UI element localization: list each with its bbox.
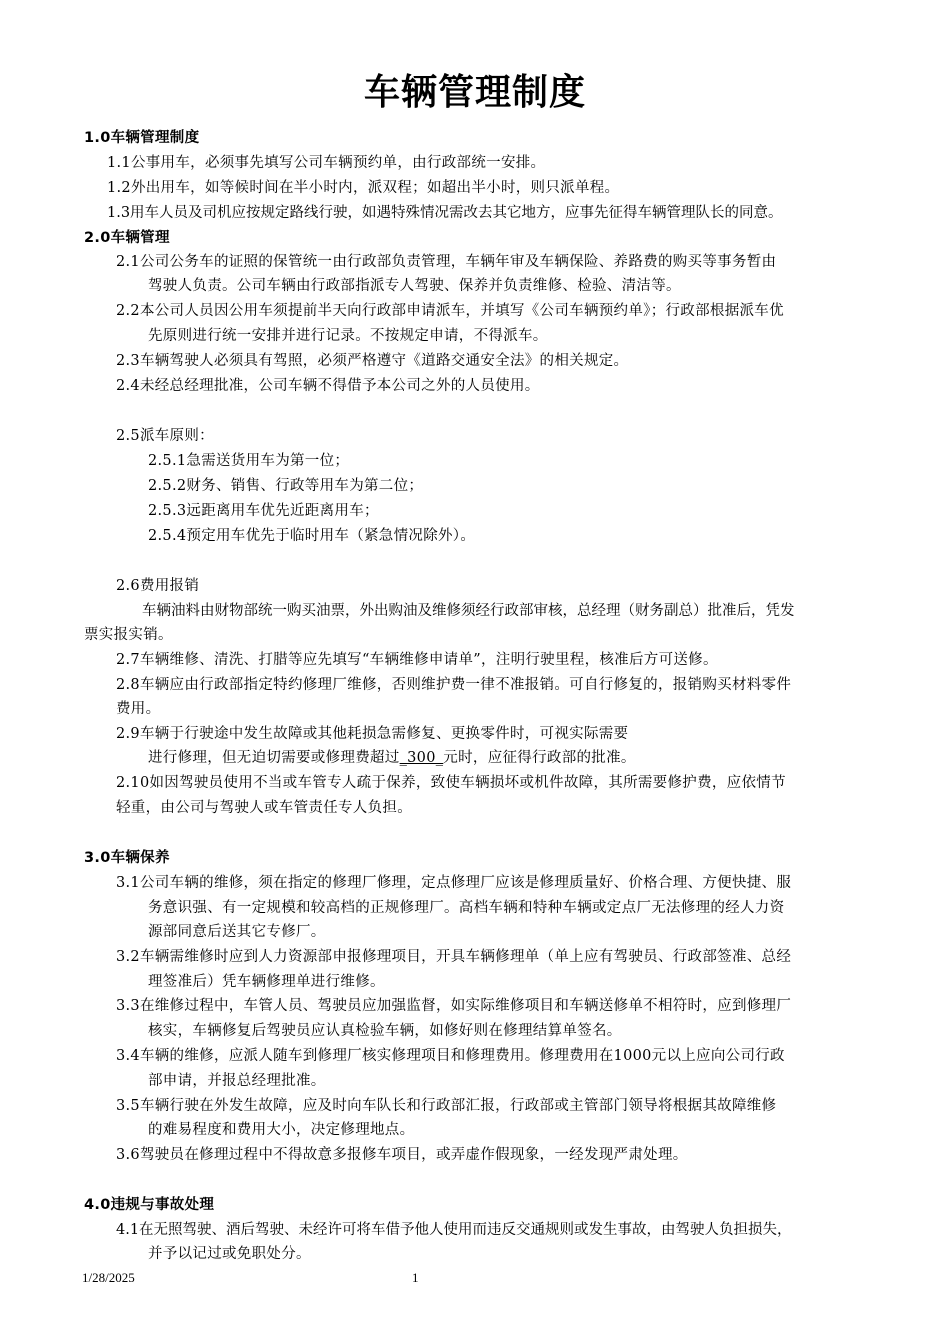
clause-1-2: 1.2外出用车，如等候时间在半小时内，派双程；如超出半小时，则只派单程。 [107, 180, 620, 196]
clause-4-1: 4.1在无照驾驶、酒后驾驶、未经许可将车借予他人使用而违反交通规则或发生事故，由驾驶人负担损失， [116, 1222, 792, 1238]
clause-2-6: 2.6费用报销 [116, 578, 200, 594]
clause-2-6-body: 车辆油料由财物部统一购买油票，外出购油及维修须经行政部审核，总经理（财务副总）批准后，凭发 [142, 603, 795, 619]
clause-1-1: 1.1公事用车，必须事先填写公司车辆预约单，由行政部统一安排。 [107, 155, 546, 171]
section-4-heading: 4.0违规与事故处理 [84, 1197, 215, 1213]
clause-2-6-body-cont: 票实报实销。 [84, 627, 173, 643]
clause-2-9: 2.9车辆于行驶途中发生故障或其他耗损急需修复、更换零件时，可视实际需要 [116, 726, 629, 742]
clause-2-10-cont: 轻重，由公司与驾驶人或车管责任专人负担。 [116, 800, 412, 816]
clause-2-7: 2.7车辆维修、清洗、打腊等应先填写“车辆维修申请单”，注明行驶里程，核准后方可送修。 [116, 652, 718, 668]
clause-3-1: 3.1公司车辆的维修，须在指定的修理厂修理，定点修理厂应该是修理质量好、价格合理、方便快捷、服 [116, 875, 792, 891]
clause-3-3-cont: 核实，车辆修复后驾驶员应认真检验车辆，如修好则在修理结算单签名。 [148, 1023, 622, 1039]
clause-3-4: 3.4车辆的维修，应派人随车到修理厂核实修理项目和修理费用。修理费用在1000元以上应向公司行政 [116, 1048, 785, 1064]
clause-2-3: 2.3车辆驾驶人必须具有驾照，必须严格遵守《道路交通安全法》的相关规定。 [116, 353, 629, 369]
clause-2-10: 2.10如因驾驶员使用不当或车管专人疏于保养，致使车辆损坏或机件故障，其所需要修护费，应依情节 [116, 775, 786, 791]
document-title: 车辆管理制度 [363, 72, 586, 113]
clause-3-3: 3.3在维修过程中，车管人员、驾驶员应加强监督，如实际维修项目和车辆送修单不相符时，应到修理厂 [116, 998, 792, 1014]
clause-2-8: 2.8车辆应由行政部指定特约修理厂维修，否则维护费一律不准报销。可自行修复的，报销购买材料零件 [116, 677, 792, 693]
clause-1-3: 1.3用车人员及司机应按规定路线行驶，如遇特殊情况需改去其它地方，应事先征得车辆管理队长的同意。 [107, 205, 783, 221]
clause-2-5: 2.5派车原则： [116, 428, 214, 444]
clause-3-2: 3.2车辆需维修时应到人力资源部申报修理项目，开具车辆修理单（单上应有驾驶员、行政部签准、总经 [116, 949, 792, 965]
section-2-heading: 2.0车辆管理 [84, 230, 170, 246]
clause-3-6: 3.6驾驶员在修理过程中不得故意多报修车项目，或弄虚作假现象，一经发现严肃处理。 [116, 1147, 688, 1163]
clause-2-4: 2.4未经总经理批准，公司车辆不得借予本公司之外的人员使用。 [116, 378, 540, 394]
clause-2-1: 2.1公司公务车的证照的保管统一由行政部负责管理，车辆年审及车辆保险、养路费的购买等事务暂由 [116, 254, 777, 270]
clause-3-1-cont-2: 源部同意后送其它专修厂。 [148, 924, 326, 940]
clause-3-5: 3.5车辆行驶在外发生故障，应及时向车队长和行政部汇报，行政部或主管部门领导将根据其故障维修 [116, 1098, 777, 1114]
clause-2-8-cont: 费用。 [116, 701, 161, 717]
clause-3-2-cont: 理签准后）凭车辆修理单进行维修。 [148, 974, 385, 990]
clause-3-1-cont-1: 务意识强、有一定规模和较高档的正规修理厂。高档车辆和特种车辆或定点厂无法修理的经人力资 [148, 900, 785, 916]
footer-date: 1/28/2025 [82, 1270, 135, 1285]
clause-2-1-cont: 驾驶人负责。公司车辆由行政部指派专人驾驶、保养并负责维修、检验、清洁等。 [148, 278, 681, 294]
section-3-heading: 3.0车辆保养 [84, 850, 170, 866]
clause-3-5-cont: 的难易程度和费用大小，决定修理地点。 [148, 1122, 415, 1138]
clause-2-2: 2.2本公司人员因公用车须提前半天向行政部申请派车，并填写《公司车辆预约单》；行政部根据派车优 [116, 303, 784, 319]
clause-4-1-cont: 并予以记过或免职处分。 [148, 1246, 311, 1262]
clause-2-9-text-pre: 进行修理，但无迫切需要或修理费超过 [148, 750, 400, 766]
section-1-heading: 1.0车辆管理制度 [84, 130, 200, 146]
clause-2-5-3: 2.5.3远距离用车优先近距离用车； [148, 503, 379, 519]
footer-page-number: 1 [412, 1270, 419, 1285]
clause-2-5-4: 2.5.4预定用车优先于临时用车（紧急情况除外）。 [148, 528, 476, 544]
clause-2-2-cont: 先原则进行统一安排并进行记录。不按规定申请，不得派车。 [148, 328, 548, 344]
clause-2-5-2: 2.5.2财务、销售、行政等用车为第二位； [148, 478, 424, 494]
clause-2-9-cont [148, 746, 636, 767]
clause-2-9-text-post: 元时，应征得行政部的批准。 [443, 750, 636, 766]
clause-2-5-1: 2.5.1急需送货用车为第一位； [148, 453, 350, 469]
clause-3-4-cont: 部申请，并报总经理批准。 [148, 1073, 326, 1089]
clause-2-9-amount: _300_ [399, 750, 444, 766]
